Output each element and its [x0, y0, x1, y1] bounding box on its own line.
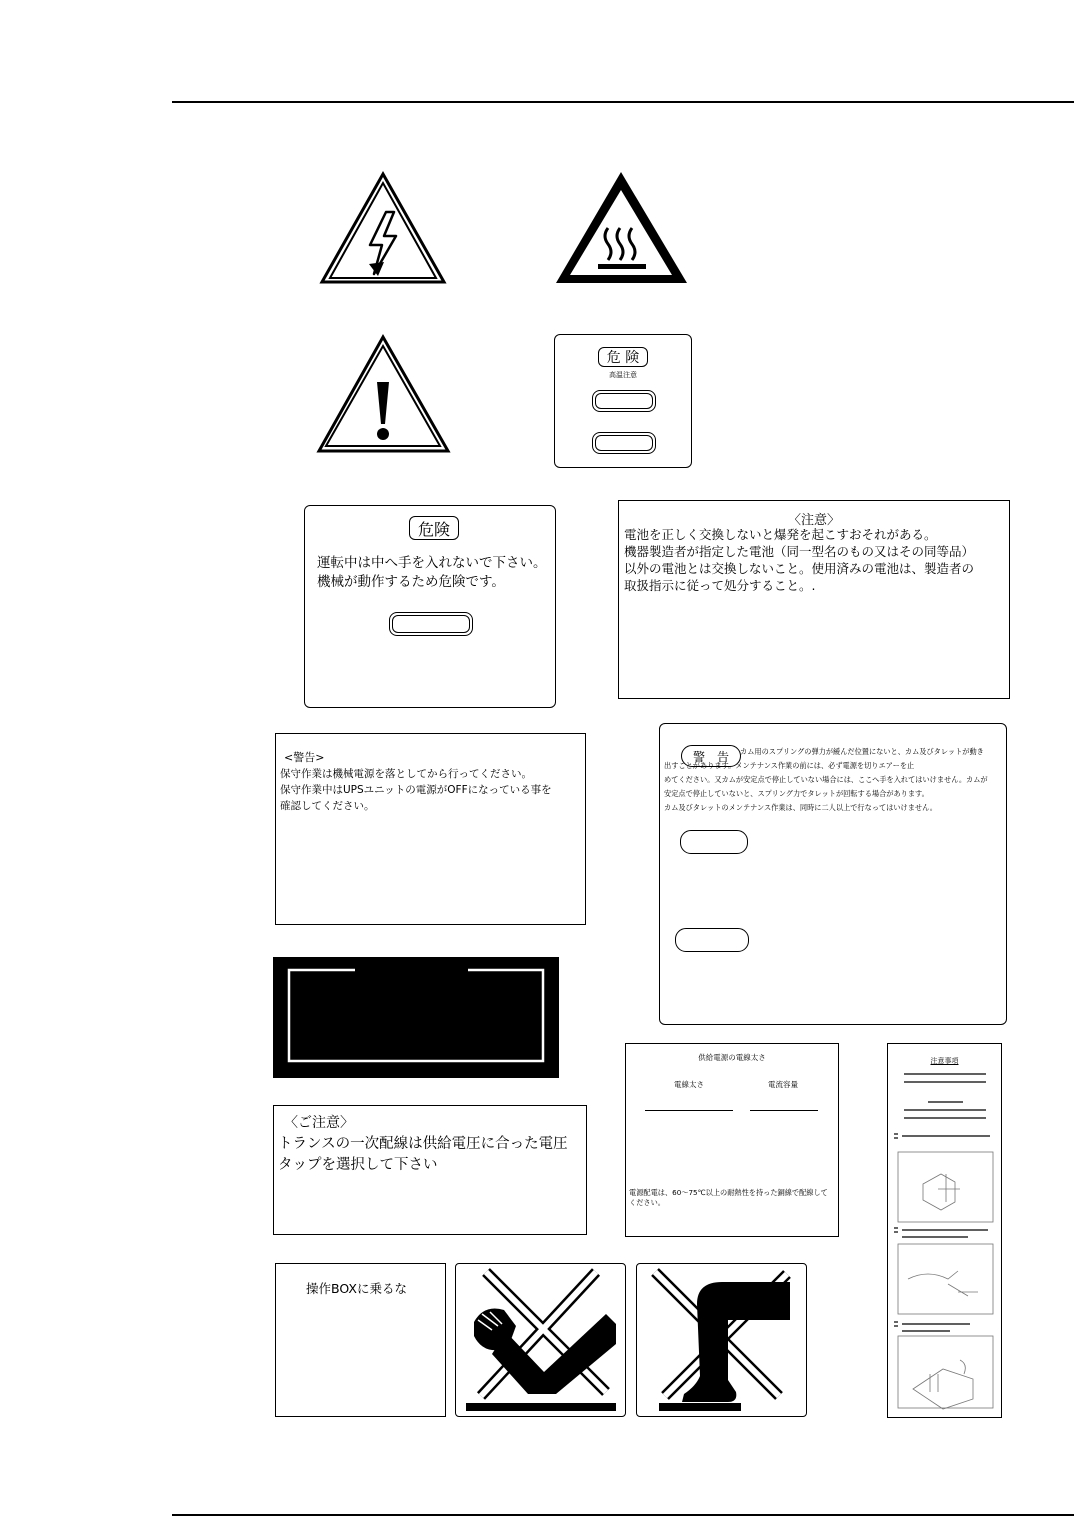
header-rule: [172, 101, 1074, 103]
general-warning-icon: [316, 334, 451, 454]
no-hand-icon: [456, 1264, 625, 1416]
footer-rule: [172, 1514, 1074, 1516]
notes-label: [887, 1043, 1002, 1418]
transformer-notice-text: トランスの一次配線は供給電圧に合った電圧 タップを選択して下さい: [278, 1136, 568, 1173]
blank-plate: [592, 390, 656, 412]
cam-warning-text: カム用のスプリングの弾力が緩んだ位置にないと、カム及びタレットが動き 出すことがあります。メンテナンス作業の前には、必ず電源を切りエアーを止 めてください。又カムが安定点で停止していない場合には、ここへ手を入れてはいけません。カムが 安定点で停止していないと、スプリング力でタレットが回転する場合があります。 カム及びタレットのメンテナンス作業は、同時に二人以上で行なってはいけません。: [664, 747, 988, 812]
notice-heading: 〈ご注意〉: [284, 1115, 354, 1131]
warning-heading: <警告>: [284, 751, 325, 764]
do-not-stand-text: 操作BOXに乗るな: [306, 1281, 407, 1296]
wire-size-title: 供給電源の電線太さ: [698, 1053, 766, 1062]
caution-heading: 〈注意〉: [787, 513, 840, 528]
no-foot-label: [636, 1263, 807, 1417]
wire-note: 電源配電は、60～75℃以上の耐熱性を持った銅線で配線して ください。: [629, 1188, 828, 1207]
warning-tag: 警 告: [681, 745, 741, 767]
entry-line: [645, 1110, 733, 1111]
wire-size-label: [625, 1043, 839, 1237]
high-voltage-icon: [318, 170, 448, 285]
battery-caution-label: [618, 500, 1010, 699]
danger-tag: 危 険: [598, 347, 648, 367]
maintenance-warning-text: 保守作業は機械電源を落としてから行ってください。 保守作業中はUPSユニットの電源がOFFになっている事を 確認してください。: [280, 768, 552, 812]
battery-caution-text: 電池を正しく交換しないと爆発を起こすおそれがある。 機器製造者が指定した電池（同一型名のもの又はその同等品） 以外の電池とは交換しないこと。使用済みの電池は、製造者の 取扱指示に従って処分すること。.: [624, 527, 975, 593]
blank-plate: [592, 432, 656, 454]
hot-surface-icon: [554, 170, 689, 285]
current-capacity-column: 電流容量: [768, 1080, 798, 1089]
maintenance-warning-label: [275, 733, 586, 925]
transformer-notice-label: [273, 1105, 587, 1235]
notes-lines: [888, 1044, 1001, 1417]
wire-size-column: 電線太さ: [674, 1080, 704, 1089]
blank-plate: [675, 928, 749, 952]
no-hand-label: [455, 1263, 626, 1417]
danger-tag: 危険: [409, 516, 459, 540]
danger-machine-text: 運転中は中へ手を入れないで下さい。 機械が動作するため危険です。: [317, 555, 547, 590]
blank-plate: [680, 830, 748, 854]
notes-title: 注意事項: [930, 1057, 959, 1065]
no-foot-icon: [637, 1264, 806, 1416]
black-blank-plate: [273, 957, 559, 1078]
danger-machine-label: [304, 505, 556, 708]
caution-hot-text: 高温注意: [609, 371, 637, 379]
danger-hot-label: [554, 334, 692, 468]
entry-line: [750, 1110, 818, 1111]
operation-box-label: [275, 1263, 446, 1417]
blank-plate: [389, 612, 473, 636]
cam-warning-label: [659, 723, 1007, 1025]
